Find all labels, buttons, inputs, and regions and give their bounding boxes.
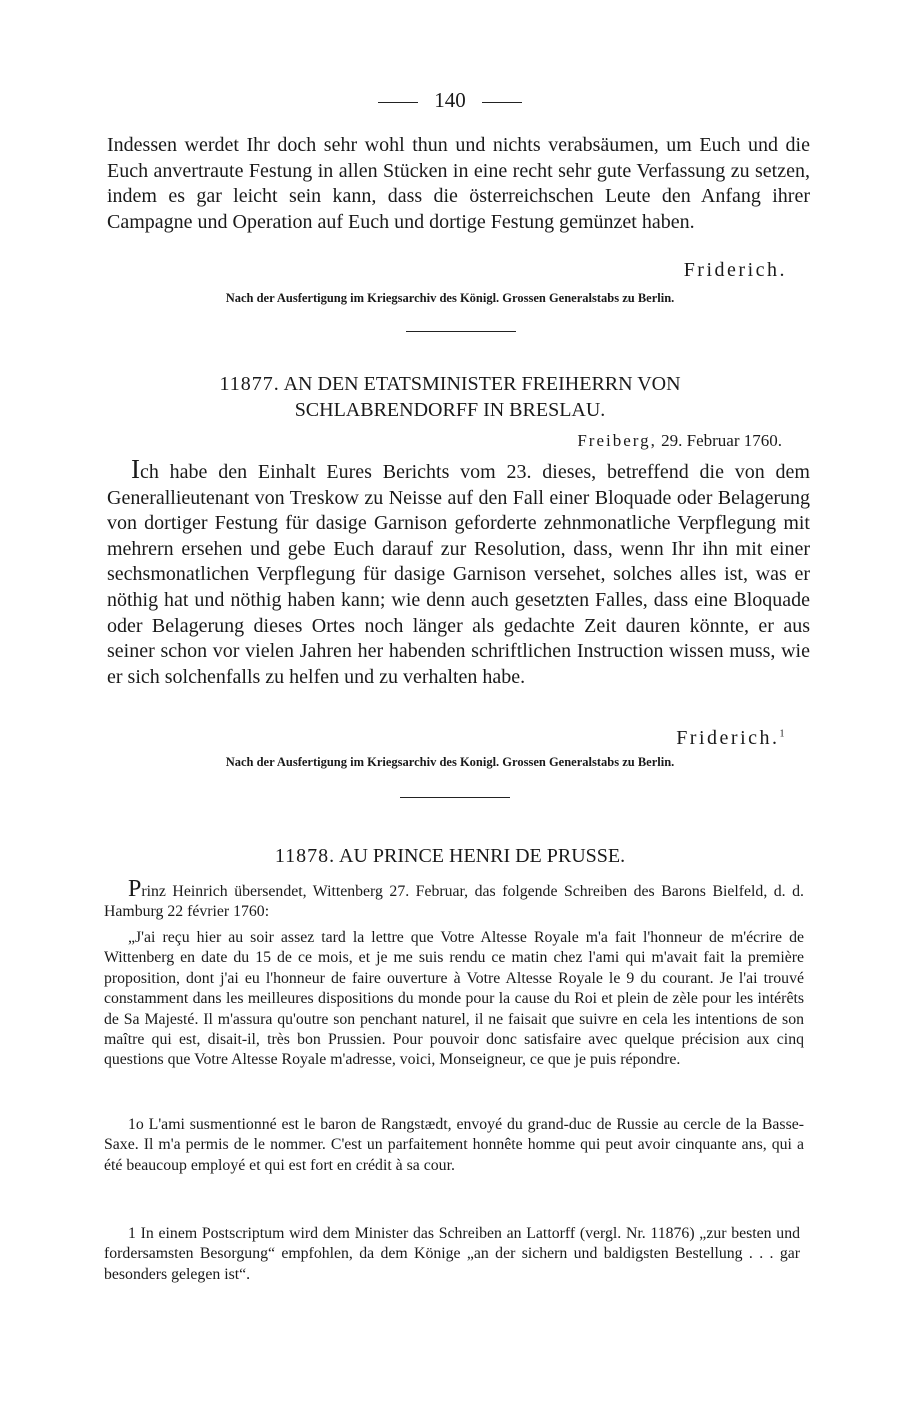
letter-intro-text: rinz Heinrich übersendet, Wittenberg 27. Februar, das folgende Schreiben des Barons Bielfeld, d. d. Hamburg 22 février 1760: xyxy=(104,883,804,921)
letter-body xyxy=(107,454,810,690)
quoted-letter-paragraph: 1o L'ami susmentionné est le baron de Rangstædt, envoyé du grand-duc de Russie au cercle de la Basse-Saxe. Il m'a permis de le nommer. C'est un parfaitement honnête homme qui peut avoir cinquante ans, qui a été beaucoup employé et qui est fort en crédit à sa cour. xyxy=(104,1116,804,1174)
letter-number: 11877. xyxy=(219,373,280,395)
initial-letter: I xyxy=(131,454,140,484)
date-place: Freiberg, xyxy=(577,431,657,450)
source-note: Nach der Ausfertigung im Kriegsarchiv des Königl. Grossen Generalstabs zu Berlin. xyxy=(225,291,675,305)
signature-text: Friderich. xyxy=(676,727,780,749)
page-number: 140 xyxy=(434,88,466,112)
date-text: 29. Februar 1760. xyxy=(661,431,782,450)
signature xyxy=(676,727,787,750)
header-dash-left xyxy=(378,102,418,103)
footnote xyxy=(104,1224,800,1285)
letter-number: 11878. xyxy=(274,845,336,867)
source-note: Nach der Ausfertigung im Kriegsarchiv des Konigl. Grossen Generalstabs zu Berlin. xyxy=(225,755,675,769)
letter-title: AU PRINCE HENRI DE PRUSSE. xyxy=(339,845,626,867)
footnote-reference: 1 xyxy=(779,728,787,740)
letter-intro xyxy=(104,876,804,923)
letter-heading xyxy=(0,371,900,397)
quoted-letter-paragraph: „J'ai reçu hier au soir assez tard la lettre que Votre Altesse Royale m'a fait l'honneur de m'écrire de Wittenberg en date du 15 de ce mois, et je me suis rendu ce matin chez l'ami qui m'avait fait la première proposition, dont j'ai eu l'honneur de faire ouverture à Votre Altesse Royale le 9 du courant. Je l'ai trouvé constamment dans les meilleures dispositions du monde pour la cause du Roi et plein de zèle pour les intérêts de Sa Majesté. Il m'assura qu'outre son penchant naturel, il ne faisait que suivre en cela les intentions de son maître qui est, disait-il, très bon Prussien. Pour pouvoir donc satisfaire avec quelque précision aux cinq questions que Votre Altesse Royale m'adresse, voici, Monseigneur, ce que je puis répondre. xyxy=(104,929,804,1069)
letter-body-text: ch habe den Einhalt Eures Berichts vom 23. dieses, betreffend die von dem Generallieutenant von Treskow zu Neisse auf den Fall einer Bloquade oder Belagerung von dortiger Festung für dasige Garnison geforderte zehnmonatliche Verpflegung mit mehrern ersehen und gebe Euch darauf zur Resolution, dass, wenn Ihr ihn mit einer sechsmonatlichen Verpflegung für dasige Garnison versehet, solches alles ist, was er nöthig hat und nöthig haben kann; wie denn auch gesetzten Falles, dass eine Bloquade oder Belagerung dieses Ortes noch länger als gedachte Zeit dauren könnte, er aus seiner schon vor vielen Jahren her habenden schriftlichen Instruction wissen muss, wie er sich solchenfalls zu helfen und zu verhalten habe. xyxy=(107,461,810,688)
letter-title-line1: AN DEN ETATSMINISTER FREIHERRN VON xyxy=(283,373,681,395)
footnote-text: In einem Postscriptum wird dem Minister das Schreiben an Lattorff (vergl. Nr. 11876) „zur besten und fordersamsten Besorgung“ empfohlen, da dem Könige „an der sichern und baldigsten Bestellung . . . gar besonders gelegen ist“. xyxy=(104,1225,801,1283)
letter-title-line2: SCHLABRENDORFF IN BRESLAU. xyxy=(294,399,606,421)
footnote-mark: 1 xyxy=(128,1225,136,1242)
letter-heading xyxy=(0,843,900,869)
section-divider xyxy=(400,797,510,798)
continuation-paragraph: Indessen werdet Ihr doch sehr wohl thun und nichts verabsäumen, um Euch und die Euch anvertraute Festung in allen Stücken in eine recht sehr gute Verfassung zu setzen, indem es gar leicht sein kann, dass die österreichschen Leute den Anfang ihrer Campagne und Operation auf Euch und dortige Festung gemünzet haben. xyxy=(107,134,810,233)
header-dash-right xyxy=(482,102,522,103)
page-header xyxy=(0,86,900,114)
signature: Friderich. xyxy=(683,259,787,281)
letter-dateline xyxy=(577,431,782,451)
section-divider xyxy=(406,331,516,332)
initial-letter: P xyxy=(128,876,142,902)
